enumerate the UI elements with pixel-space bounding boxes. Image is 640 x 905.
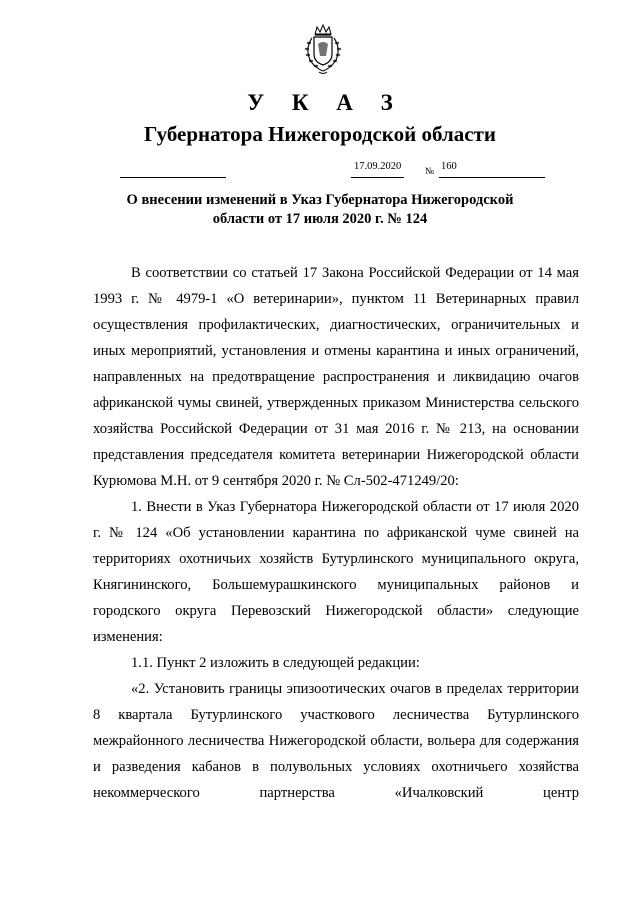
decree-body — [93, 260, 579, 806]
decree-number: 160 — [441, 161, 457, 172]
decree-subject: О внесении изменений в Указ Губернатора Нижегородской области от 17 июля 2020 г. № 124 — [126, 192, 514, 227]
number-underline — [439, 177, 545, 178]
preamble-paragraph: В соответствии со статьей 17 Закона Российской Федерации от 14 мая 1993 г. № 4979-1 «О ветеринарии», пунктом 11 Ветеринарных правил осуществления профилактических, диагностических, ограничительных и иных мероприятий, установления и отмены карантина и иных ограничений, направленных на предотвращение распространения и ликвидацию очагов африканской чумы свиней, утвержденных приказом Министерства сельского хозяйства Российской Федерации от 31 мая 2016 г. № 213, на основании представления председателя комитета ветеринарии Нижегородской области Курюмова М.Н. от 9 сентября 2020 г. № Сл-502-471249/20: — [93, 265, 579, 489]
decree-date: 17.09.2020 — [354, 161, 402, 172]
clause-1-1-paragraph: 1.1. Пункт 2 изложить в следующей редакции: — [131, 655, 420, 671]
date-underline-left — [120, 177, 226, 178]
date-underline — [351, 177, 404, 178]
document-type-title: У К А З — [247, 90, 404, 115]
clause-1-paragraph: 1. Внести в Указ Губернатора Нижегородской области от 17 июля 2020 г. № 124 «Об установлении карантина по африканской чуме свиней на территориях охотничьих хозяйств Бутурлинского муниципального округа, Княгининского, Большемурашкинского муниципальных районов и городского округа Перевозский Нижегородской области» следующие изменения: — [93, 499, 579, 645]
coat-of-arms-icon — [301, 24, 345, 76]
clause-2-paragraph: «2. Установить границы эпизоотических очагов в пределах территории 8 квартала Бутурлинского участкового лесничества Бутурлинского межрайонного лесничества Нижегородской области, вольера для содержания и разведения кабанов в полувольных условиях охотничьего хозяйства некоммерческого партнерства «Ичалковский центр — [93, 681, 579, 801]
issuer-title: Губернатора Нижегородской области — [144, 122, 496, 146]
number-label: № — [425, 167, 435, 177]
